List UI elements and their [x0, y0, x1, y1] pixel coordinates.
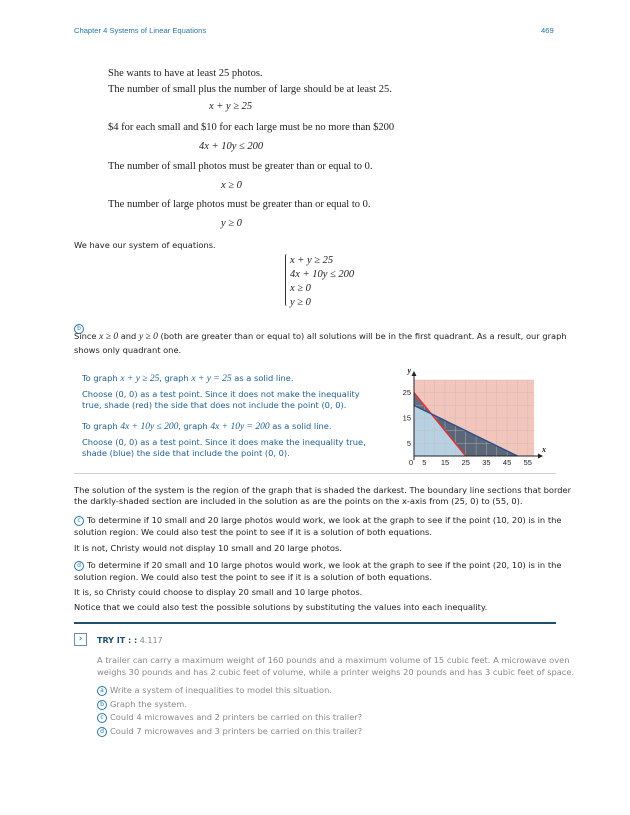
y-tick-label: 5 [406, 438, 411, 448]
part-d-line-3: It is, so Christy could choose to display 20 small and 10 large photos. [74, 587, 363, 597]
x-tick-label: 25 [461, 458, 470, 467]
step-math: x + y ≥ 25 [209, 101, 253, 112]
step-math: 4x + 10y ≤ 200 [199, 141, 264, 152]
step-text: The number of large photos must be greater than or equal to 0. [108, 199, 371, 210]
step-math: x ≥ 0 [221, 180, 242, 191]
part-b-text-2: shows only quadrant one. [74, 345, 182, 355]
try-it-item-a: a Write a system of inequalities to model this situation. [97, 684, 332, 697]
step-text: $4 for each small and $10 for each large must be no more than $200 [108, 122, 395, 133]
graph-step-1: To graph x + y ≥ 25, graph x + y = 25 as a solid line. [82, 373, 294, 384]
try-it-problem-2: weighs 30 pounds and has 2 cubic feet of volume, while a printer weighs 20 pounds and has 3 cubic feet of space. [97, 667, 575, 677]
try-it-item-d: d Could 7 microwaves and 3 printers be carried on this trailer? [97, 725, 362, 738]
system-line: x ≥ 0 [290, 283, 311, 294]
x-tick-label: 0 [408, 458, 414, 467]
try-it-item-c: c Could 4 microwaves and 2 printers be carried on this trailer? [97, 711, 362, 724]
divider [74, 473, 556, 474]
try-it-problem-1: A trailer can carry a maximum weight of 160 pounds and a maximum volume of 15 cubic feet. A microwave oven [97, 655, 570, 665]
inequality-system [290, 254, 354, 310]
step-text: She wants to have at least 25 photos. [108, 68, 263, 79]
x-tick-label: 15 [440, 458, 450, 467]
graph-step-4: To graph 4x + 10y ≤ 200, graph 4x + 10y = 200 as a solid line. [82, 421, 332, 432]
part-c-line-3: It is not, Christy would not display 10 small and 20 large photos. [74, 543, 342, 553]
inequality-graph [396, 366, 546, 470]
try-it-rule [74, 622, 556, 624]
step-text: The number of small plus the number of large should be at least 25. [108, 84, 392, 95]
x-tick-label: 45 [502, 458, 512, 467]
part-b-badge: b [74, 318, 87, 337]
graph-step-6: shade (blue) the side that include the point (0, 0). [82, 448, 290, 458]
part-c-line-2: solution region. We could also test the point to see if it is a solution of both equations. [74, 527, 432, 537]
graph-step-3: true, shade (red) the side that does not include the point (0, 0). [82, 400, 347, 410]
x-tick-label: 55 [523, 458, 532, 467]
part-d-line-2: solution region. We could also test the point to see if it is a solution of both equations. [74, 572, 432, 582]
part-c-line-1: c To determine if 10 small and 20 large photos would work, we look at the graph to see if the point (10, 20) is in the [74, 514, 561, 527]
system-intro: We have our system of equations. [74, 240, 216, 250]
y-axis-arrow [412, 371, 417, 376]
x-axis-label: x [542, 445, 546, 454]
x-tick-label: 5 [422, 458, 427, 467]
part-d-badge: d [74, 561, 84, 571]
x-axis-arrow [538, 454, 543, 459]
graph-step-2: Choose (0, 0) as a test point. Since it does not make the inequality [82, 389, 360, 399]
part-c-badge: c [74, 516, 84, 526]
part-d-line-1: d To determine if 20 small and 10 large photos would work, we look at the graph to see if the point (20, 10) is in the [74, 559, 561, 572]
graph-step-5: Choose (0, 0) as a test point. Since it does make the inequality true, [82, 437, 366, 447]
solution-text-2: the darkly-shaded section are included in the solution as are the points on the x-axis from (25, 0) to (55, 0). [74, 496, 523, 506]
system-brace [285, 254, 289, 306]
step-math: y ≥ 0 [221, 218, 242, 229]
system-line: y ≥ 0 [290, 297, 311, 308]
system-line: x + y ≥ 25 [290, 255, 334, 266]
chapter-title: Chapter 4 Systems of Linear Equations [74, 26, 207, 35]
y-tick-label: 15 [402, 413, 411, 423]
y-tick-label: 25 [402, 388, 411, 398]
page-number: 469 [541, 26, 554, 35]
step-text: The number of small photos must be greater than or equal to 0. [108, 161, 373, 172]
system-line: 4x + 10y ≤ 200 [290, 269, 355, 280]
chevron-right-icon[interactable]: › [74, 633, 87, 646]
part-d-line-4: Notice that we could also test the possible solutions by substituting the values into each inequality. [74, 602, 488, 612]
x-tick-label: 35 [482, 458, 491, 467]
solution-text-1: The solution of the system is the region of the graph that is shaded the darkest. The boundary line sections that border [74, 485, 572, 495]
try-it-item-b: b Graph the system. [97, 698, 187, 711]
part-b-text: Since x ≥ 0 and y ≥ 0 (both are greater than or equal to) all solutions will be in the first quadrant. As a result, our graph [74, 331, 567, 342]
y-axis-label: y [407, 366, 411, 375]
try-it-heading: TRY IT : : 4.117 [97, 636, 163, 645]
